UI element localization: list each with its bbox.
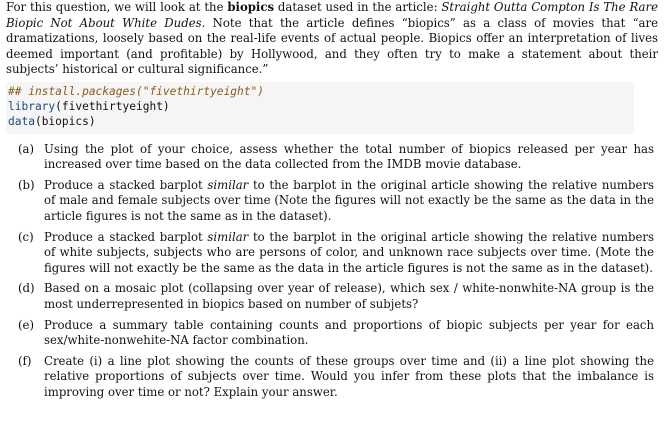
- part-text: [44, 178, 658, 225]
- dataset-name: biopics: [227, 0, 275, 14]
- article-title: Straight Outta Compton Is The Rare Biopic Not About White Dudes.: [6, 0, 658, 30]
- code-arg-library: (fivethirtyeight): [55, 100, 170, 114]
- code-function-library: library: [8, 100, 56, 114]
- part-text-post: to the barplot in the original article showing the relative numbers of male and female subjects over time (Note the figures will not exactly be the same as the data in the article figures is not the same as in the dataset).: [44, 177, 654, 223]
- part-label: (d): [18, 281, 35, 296]
- part-label: (e): [18, 317, 35, 332]
- question-part-a: [18, 142, 658, 173]
- part-label: (a): [18, 141, 35, 156]
- question-part-e: [18, 318, 658, 349]
- part-label: (b): [18, 177, 35, 192]
- question-parts-list: [6, 142, 658, 401]
- part-text-emphasis: similar: [207, 229, 249, 244]
- part-text: Create (i) a line plot showing the counts of these groups over time and (ii) a line plot showing the relative proportions of subjects over time. Would you infer from these plots that the imbalance is improving over time or not? Explain your answer.: [44, 353, 654, 399]
- question-part-d: [18, 281, 658, 312]
- intro-text-3: Note that the article defines “biopics” as a class of movies that “are dramatizations, loosely based on the real-life events of actual people. Biopics offer an interpretation of lives deemed important (and profitable) by Hollywood, and they often try to make a statement about their subjects’ historical or cultural significance.”: [6, 15, 659, 77]
- code-line-library: [6, 99, 634, 114]
- part-label: (f): [18, 353, 32, 368]
- intro-paragraph: [6, 0, 658, 78]
- part-text-emphasis: similar: [207, 177, 249, 192]
- question-part-c: [18, 230, 658, 277]
- part-text-pre: Produce a stacked barplot: [44, 177, 208, 192]
- part-text: Using the plot of your choice, assess whether the total number of biopics released per year has increased over time based on the data collected from the IMDB movie database.: [44, 141, 654, 172]
- code-function-data: data: [8, 115, 35, 129]
- code-comment: ## install.packages("fivethirtyeight"): [8, 84, 264, 98]
- part-label: (c): [18, 229, 34, 244]
- part-text: [44, 230, 658, 277]
- code-line-comment: [6, 84, 634, 99]
- code-line-data: [6, 114, 634, 129]
- code-arg-data: (biopics): [34, 115, 96, 129]
- code-block: [6, 82, 634, 134]
- question-part-f: [18, 354, 658, 401]
- part-text-pre: Produce a stacked barplot: [44, 229, 208, 244]
- part-text: Produce a summary table containing counts and proportions of biopic subjects per year for each sex/white-nonwehite-NA factor combination.: [44, 317, 654, 348]
- part-text: Based on a mosaic plot (collapsing over year of release), which sex / white-nonwhite-NA group is the most underrepresented in biopics based on number of subjets?: [44, 281, 654, 311]
- question-part-b: [18, 178, 658, 225]
- intro-text-2: dataset used in the article:: [274, 0, 442, 14]
- intro-text-1: For this question, we will look at the: [6, 0, 228, 14]
- part-text-post: to the barplot in the original article showing the relative numbers of white subjects, subjects who are persons of color, and unknown race subjects over time. (Mote the figures will not exactly be the same as the data in the article figures is not the same as in the dataset).: [44, 229, 654, 275]
